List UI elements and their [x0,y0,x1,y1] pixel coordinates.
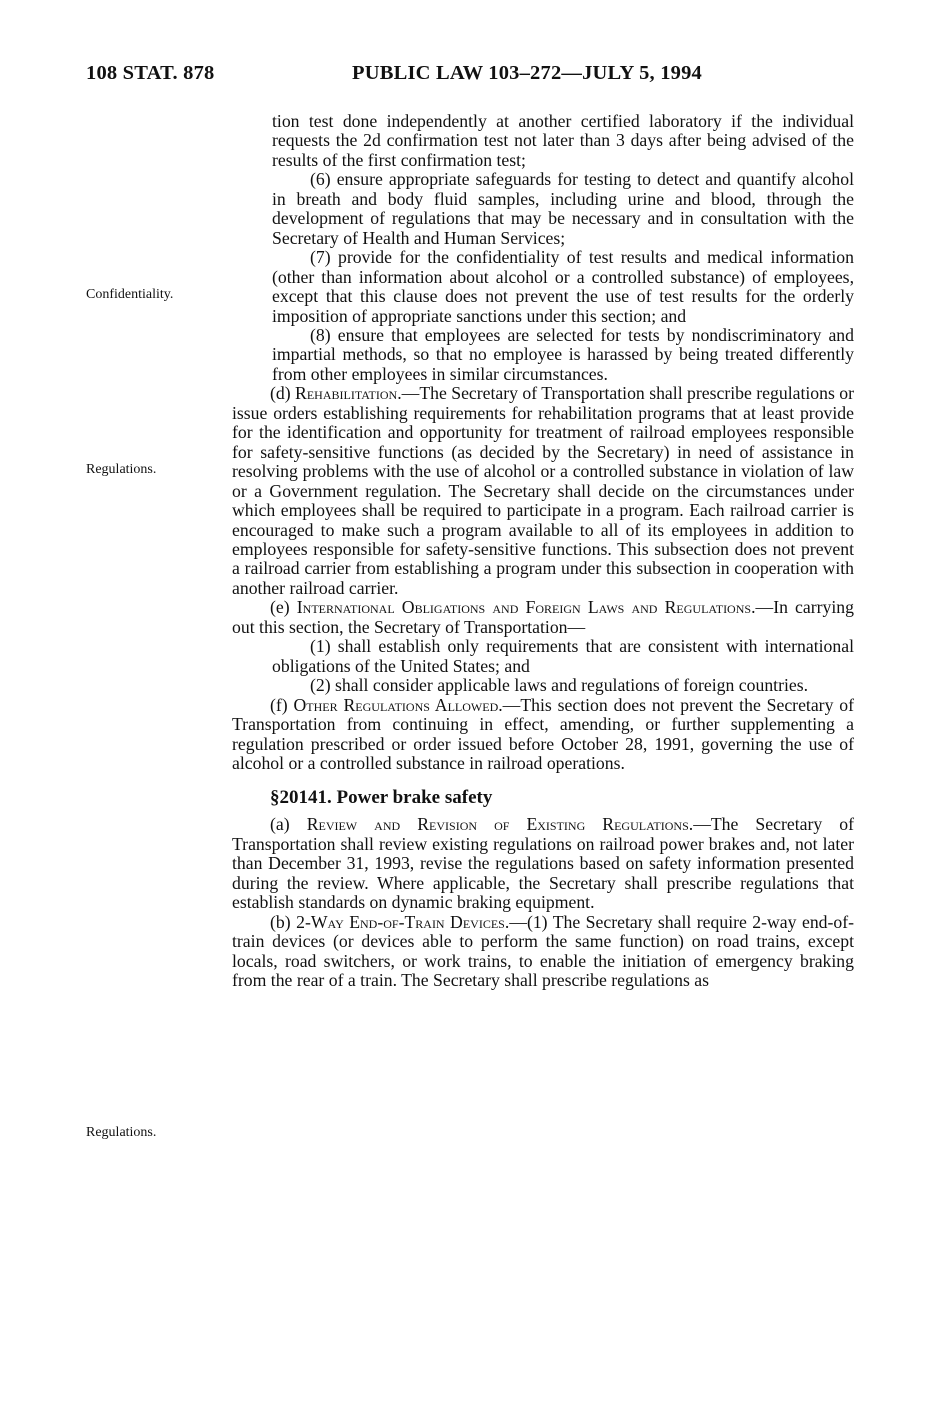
public-law-citation: PUBLIC LAW 103–272—JULY 5, 1994 [352,62,703,84]
paragraph-6: (6) ensure appropriate safeguards for testing to detect and quantify alcohol in breath and body fluid samples, including urine and blood, through the development of regulations that may be necessary and in consultation with the Secretary of Health and Human Services; [272,169,854,248]
subsection-text: .—(1) The Secretary shall require 2-way end-of-train devices (or devices able to perform the same function) on road trains, except locals, road switchers, or work trains, to enable the initiation of emergency braking from the rear of a train. The Secretary shall prescribe regulations as [232,911,855,991]
running-header [86,62,866,92]
paragraph-e2: (2) shall consider applicable laws and regulations of foreign countries. [310,675,809,696]
subsection-a [232,815,854,912]
subsection-heading: International Obligations and Foreign Laws and Regulations [296,597,752,618]
subsection-label: (e) [270,597,297,618]
subsection-label: (f) [270,694,294,715]
section-heading: §20141. Power brake safety [270,787,493,809]
subsection-e [232,598,854,637]
subsection-heading: Review and Revision of Existing Regulations [306,814,689,835]
subsection-label: (a) [270,814,307,835]
subsection-text: .—In carrying out this section, the Secretary of Transportation— [232,597,854,637]
subsection-heading: Other Regulations Allowed [293,694,499,715]
margin-note-regulations: Regulations. [86,1125,157,1140]
subsection-heading: 2-Way End-of-Train Devices [296,911,505,932]
stat-citation: 108 STAT. 878 [86,62,215,84]
subsection-text: .—The Secretary of Transportation shall prescribe regulations or issue orders establishing requirements for rehabilitation programs that at least provide for the identification and opportunity for treatment of railroad employees responsible for safety-sensitive functions (as decided by the Secretary) in need of assistance in resolving problems with the use of alcohol or a controlled substance in violation of law or a Government regulation. The Secretary shall decide on the circumstances under which employees shall be required to participate in a program. Each railroad carrier is encouraged to make such a program available to all of its employees in addition to employees responsible for safety-sensitive functions. This subsection does not prevent a railroad carrier from establishing a program under this subsection in cooperation with another railroad carrier. [232,383,855,598]
paragraph-continuation: tion test done independently at another certified laboratory if the individual requests the 2d confirmation test not later than 3 days after being advised of the results of the first confirmation test; [272,111,854,170]
margin-note-confidentiality: Confidentiality. [86,287,174,302]
body-text [232,112,854,990]
paragraph-e1: (1) shall establish only requirements that are consistent with international obligations of the United States; and [272,636,854,676]
subsection-text: .—This section does not prevent the Secretary of Transportation from continuing in effect, amending, or further supplementing a regulation prescribed or order issued before October 28, 1991, governing the use of alcohol or a controlled substance in railroad operations. [232,694,854,773]
subsection-f [232,696,854,774]
subsection-label: (d) [270,383,296,404]
subsection-d [232,384,854,598]
paragraph-8: (8) ensure that employees are selected for tests by nondiscriminatory and impartial methods, so that no employee is harassed by being treated differently from other employees in similar circumstances. [272,324,854,384]
subsection-b [232,913,854,991]
margin-note-regulations: Regulations. [86,462,157,477]
subsection-label: (b) [270,911,297,932]
subsection-text: .—The Secretary of Transportation shall review existing regulations on railroad power brakes and, not later than December 31, 1993, revise the regulations based on safety information presented during the review. Where applicable, the Secretary shall prescribe regulations that establish standards on dynamic braking equipment. [232,814,854,913]
subsection-heading: Rehabilitation [295,383,398,404]
paragraph-7: (7) provide for the confidentiality of test results and medical information (other than information about alcohol or a controlled substance) of employees, except that this clause does not prevent the use of test results for the orderly imposition of appropriate sanctions under this section; and [272,247,854,326]
